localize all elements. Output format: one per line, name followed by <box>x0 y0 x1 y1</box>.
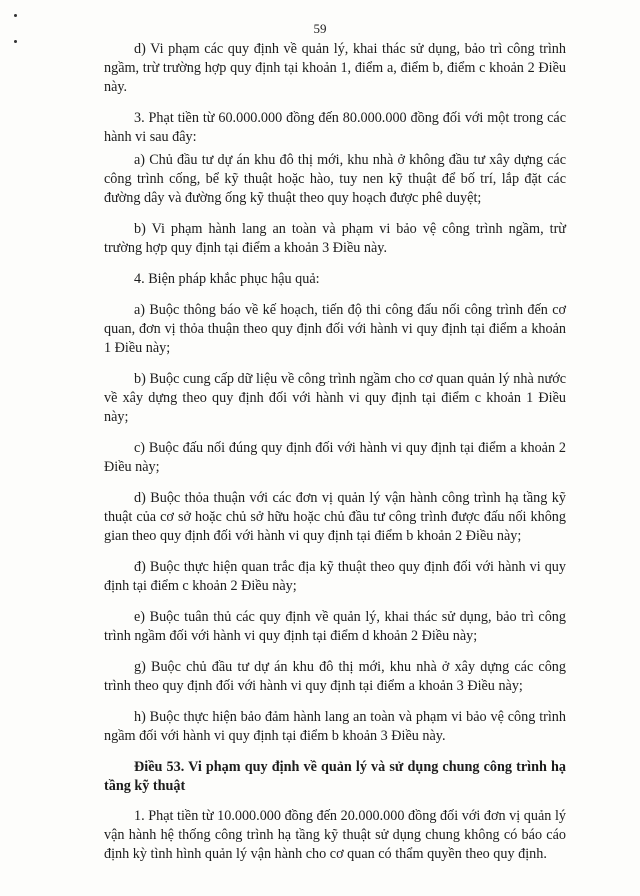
paragraph-clause-3: 3. Phạt tiền từ 60.000.000 đồng đến 80.000.000 đồng đối với một trong các hành vi sau đây: <box>104 110 566 145</box>
page-number: 59 <box>313 21 327 36</box>
paragraph-4dd: đ) Buộc thực hiện quan trắc địa kỹ thuật theo quy định đối với hành vi quy định tại điểm c khoản 2 Điều này; <box>104 559 566 594</box>
paragraph-3a: a) Chủ đầu tư dự án khu đô thị mới, khu nhà ở không đầu tư xây dựng các công trình cống, bể kỹ thuật hoặc hào, tuy nen kỹ thuật để bố trí, lắp đặt các đường dây và đường ống kỹ thuật theo quy hoạch được phê duyệt; <box>104 152 566 206</box>
paragraph-4a: a) Buộc thông báo về kế hoạch, tiến độ thi công đấu nối công trình đến cơ quan, đơn vị thỏa thuận theo quy định đối với hành vi quy định tại điểm a khoản 1 Điều này; <box>104 302 566 356</box>
paragraph-4c: c) Buộc đấu nối đúng quy định đối với hành vi quy định tại điểm a khoản 2 Điều này; <box>104 440 566 475</box>
paragraph-2d: d) Vi phạm các quy định về quản lý, khai thác sử dụng, bảo trì công trình ngầm, trừ trường hợp quy định tại khoản 1, điểm a, điểm b, điểm c khoản 2 Điều này. <box>104 41 566 95</box>
paragraph-3b: b) Vi phạm hành lang an toàn và phạm vi bảo vệ công trình ngầm, trừ trường hợp quy định tại điểm a khoản 3 Điều này. <box>104 221 566 256</box>
article-heading: Điều 53. Vi phạm quy định về quản lý và sử dụng chung công trình hạ tầng kỹ thuật <box>104 759 566 794</box>
paragraph-4g: g) Buộc chủ đầu tư dự án khu đô thị mới, khu nhà ở xây dựng các công trình theo quy định đối với hành vi quy định tại điểm a khoản 3 Điều này; <box>104 659 566 694</box>
margin-dot <box>14 40 17 43</box>
paragraph-4e: e) Buộc tuân thủ các quy định về quản lý, khai thác sử dụng, bảo trì công trình ngầm đối với hành vi quy định tại điểm d khoản 2 Điều này; <box>104 609 566 644</box>
document-body <box>104 40 566 876</box>
paragraph-article-53-clause-1: 1. Phạt tiền từ 10.000.000 đồng đến 20.000.000 đồng đối với đơn vị quản lý vận hành hệ thống công trình hạ tầng kỹ thuật sử dụng chung không có báo cáo định kỳ tình hình quản lý vận hành cho cơ quan có thẩm quyền theo quy định. <box>104 808 566 862</box>
paragraph-4b: b) Buộc cung cấp dữ liệu về công trình ngầm cho cơ quan quản lý nhà nước về xây dựng theo quy định đối với hành vi quy định tại điểm c khoản 1 Điều này; <box>104 371 566 425</box>
paragraph-4h: h) Buộc thực hiện bảo đảm hành lang an toàn và phạm vi bảo vệ công trình ngầm đối với hành vi quy định tại điểm b khoản 3 Điều này. <box>104 709 566 744</box>
margin-dot <box>14 14 17 17</box>
paragraph-4d: d) Buộc thỏa thuận với các đơn vị quản lý vận hành công trình hạ tầng kỹ thuật của cơ sở hoặc chủ sở hữu hoặc chủ đầu tư công trình được đấu nối không gian theo quy định đối với hành vi quy định tại điểm b khoản 2 Điều này; <box>104 490 566 544</box>
paragraph-clause-4: 4. Biện pháp khắc phục hậu quả: <box>134 271 320 287</box>
